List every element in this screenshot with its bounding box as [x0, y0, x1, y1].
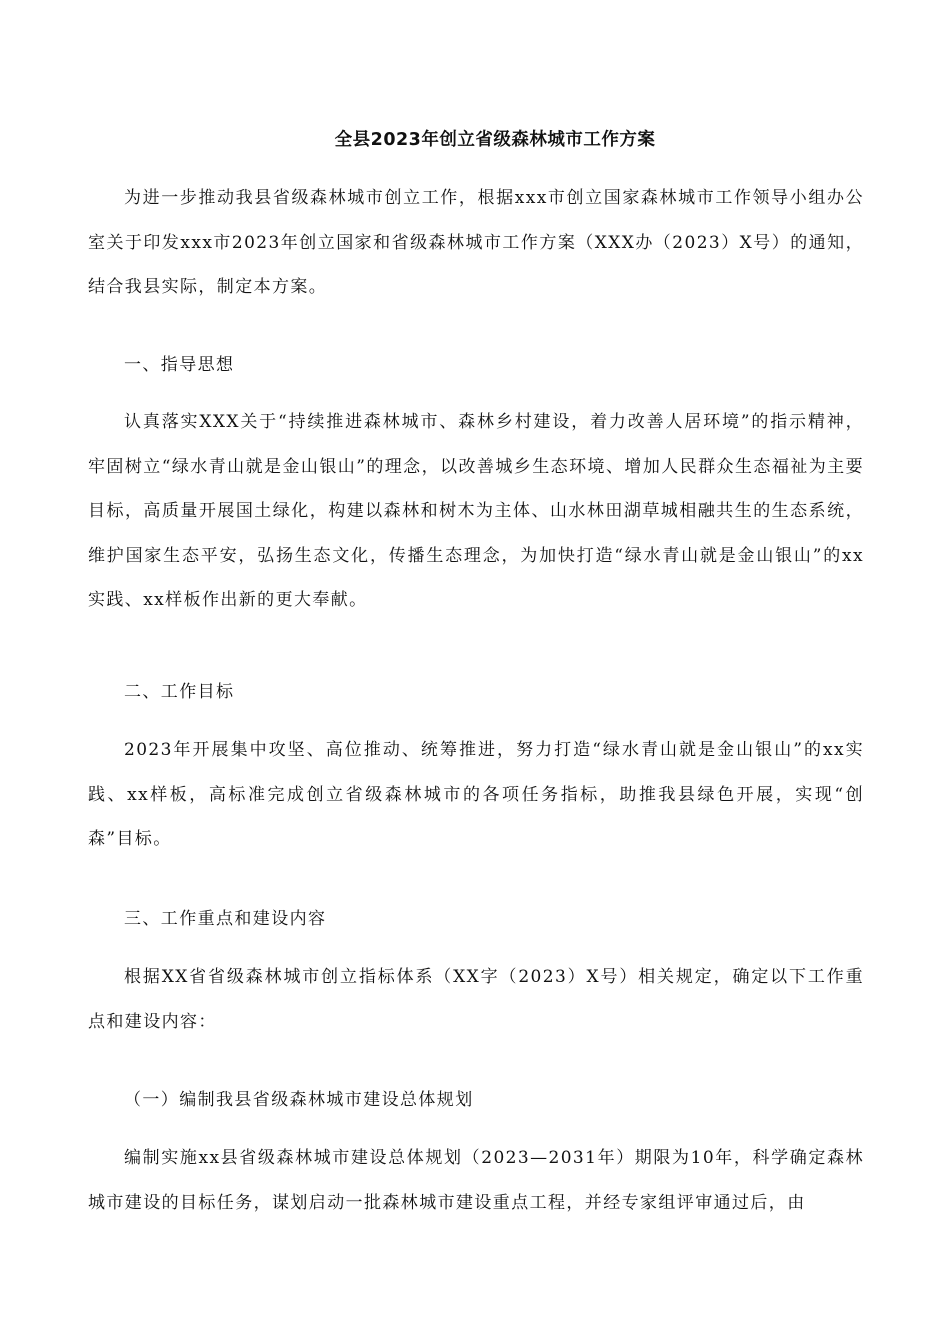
intro-paragraph: 为进一步推动我县省级森林城市创立工作，根据xxx市创立国家森林城市工作领导小组办公室关于印发xxx市2023年创立国家和省级森林城市工作方案（XXX办（2023）X号）的通知，结合我县实际，制定本方案。: [88, 188, 864, 297]
work-goals-paragraph: 2023年开展集中攻坚、高位推动、统筹推进，努力打造“绿水青山就是金山银山”的xx实践、xx样板，高标准完成创立省级森林城市的各项任务指标，助推我县绿色开展，实现“创森”目标。: [88, 740, 864, 849]
subsection-heading-master-plan: （一）编制我县省级森林城市建设总体规划: [124, 1090, 474, 1110]
document-title: 全县2023年创立省级森林城市工作方案: [334, 130, 656, 150]
section-heading-guiding-ideology: 一、指导思想: [124, 355, 235, 375]
section-heading-work-goals: 二、工作目标: [124, 682, 235, 702]
key-tasks-paragraph: 根据XX省省级森林城市创立指标体系（XX字（2023）X号）相关规定，确定以下工作重点和建设内容：: [88, 967, 864, 1032]
section-heading-key-tasks: 三、工作重点和建设内容: [124, 909, 327, 929]
guiding-ideology-paragraph: 认真落实XXX关于“持续推进森林城市、森林乡村建设，着力改善人居环境”的指示精神，牢固树立“绿水青山就是金山银山”的理念，以改善城乡生态环境、增加人民群众生态福祉为主要目标，高质量开展国土绿化，构建以森林和树木为主体、山水林田湖草城相融共生的生态系统，维护国家生态平安，弘扬生态文化，传播生态理念，为加快打造“绿水青山就是金山银山”的xx实践、xx样板作出新的更大奉献。: [88, 412, 864, 610]
master-plan-paragraph: 编制实施xx县省级森林城市建设总体规划（2023—2031年）期限为10年，科学确定森林城市建设的目标任务，谋划启动一批森林城市建设重点工程，并经专家组评审通过后，由: [88, 1148, 864, 1213]
